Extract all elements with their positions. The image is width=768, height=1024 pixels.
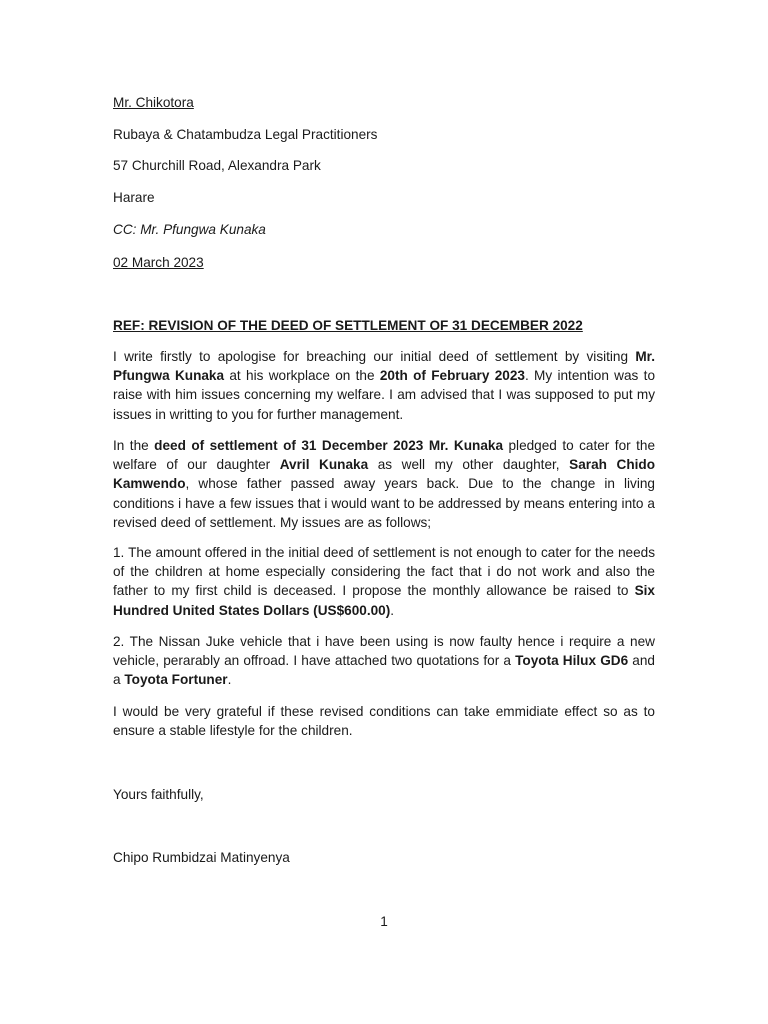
paragraph-issue-1: 1. The amount offered in the initial deed of settlement is not enough to cater for the needs of the children at home especially considering the fact that i do not work and also the father to my first child is deceased. I propose the monthly allowance be raised to Six Hundred United States Dollars (US$600.00). <box>113 545 655 618</box>
closing-salutation: Yours faithfully, <box>113 787 204 802</box>
subject-line: REF: REVISION OF THE DEED OF SETTLEMENT OF 31 DECEMBER 2022 <box>113 318 583 333</box>
bold-daughter-2: Sarah Chido Kamwendo <box>113 457 656 492</box>
cc-line: CC: Mr. Pfungwa Kunaka <box>113 222 266 237</box>
paragraph-deed: In the deed of settlement of 31 December 2023 Mr. Kunaka pledged to cater for the welfare of our daughter Avril Kunaka as well my other daughter, Sarah Chido Kamwendo, whose father passed away years back. Due to the change in living conditions i have a few issues that i would want to be addressed by means entering into a revised deed of settlement. My issues are as follows; <box>113 438 656 530</box>
bold-amount: Six Hundred United States Dollars (US$600.00) <box>113 583 655 618</box>
bold-name: Mr. Pfungwa Kunaka <box>113 349 655 384</box>
page-number: 1 <box>380 914 388 929</box>
paragraph-closing-request: I would be very grateful if these revised conditions can take emmidiate effect so as to ensure a stable lifestyle for the children. <box>113 704 655 739</box>
recipient-city: Harare <box>113 190 155 205</box>
paragraph-issue-2: 2. The Nissan Juke vehicle that i have been using is now faulty hence i require a new vehicle, perarably an offroad. I have attached two quotations for a Toyota Hilux GD6 and a Toyota Fortuner. <box>113 634 655 688</box>
signatory-name: Chipo Rumbidzai Matinyenya <box>113 850 290 865</box>
recipient-address: 57 Churchill Road, Alexandra Park <box>113 158 321 173</box>
recipient-name: Mr. Chikotora <box>113 95 194 110</box>
bold-deed: deed of settlement of 31 December 2023 Mr. Kunaka <box>154 438 504 453</box>
letter-date: 02 March 2023 <box>113 255 204 270</box>
paragraph-apology: I write firstly to apologise for breaching our initial deed of settlement by visiting Mr. Pfungwa Kunaka at his workplace on the 20th of February 2023. My intention was to raise with him issues concerning my welfare. I am advised that I was supposed to put my issues in writting to you for further management. <box>113 349 655 422</box>
bold-vehicle-2: Toyota Fortuner <box>124 672 228 688</box>
recipient-firm: Rubaya & Chatambudza Legal Practitioners <box>113 127 378 142</box>
bold-vehicle-1: Toyota Hilux GD6 <box>515 653 629 669</box>
bold-date: 20th of February 2023 <box>379 368 525 384</box>
bold-daughter-1: Avril Kunaka <box>279 457 369 473</box>
